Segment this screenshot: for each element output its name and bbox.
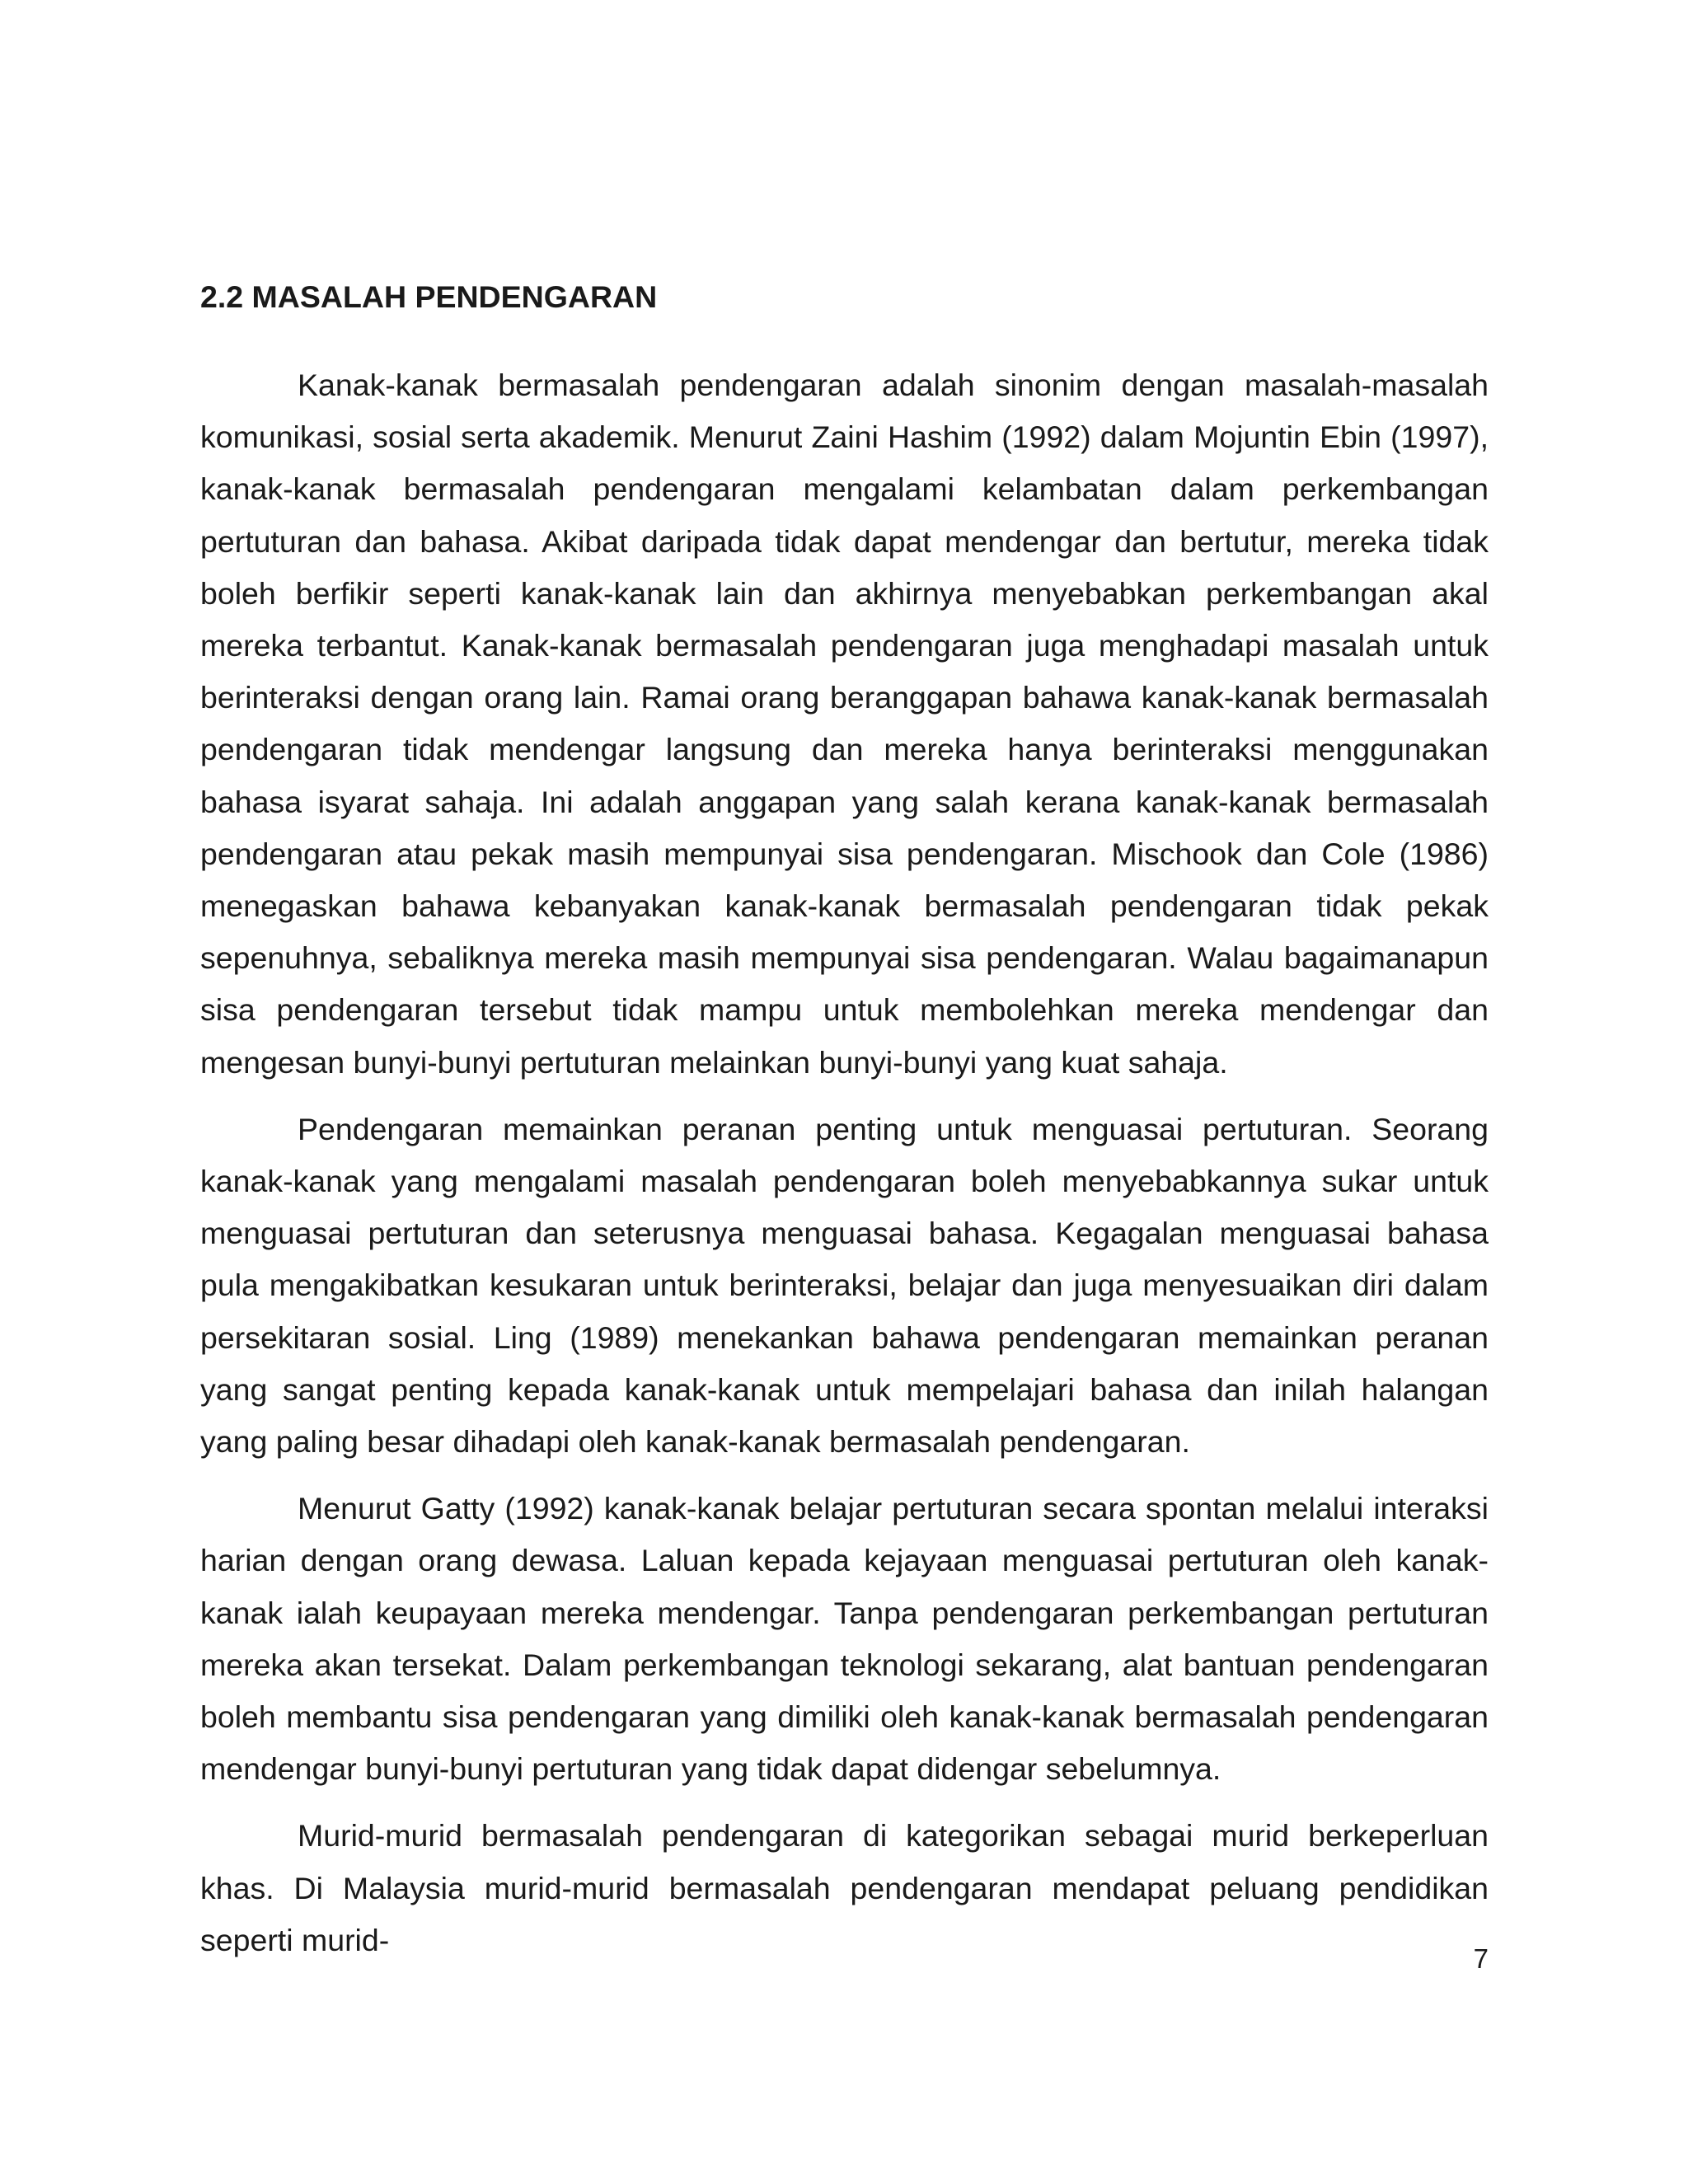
paragraph-4: Murid-murid bermasalah pendengaran di kategorikan sebagai murid berkeperluan khas. Di Malaysia murid-murid bermasalah pendengaran mendapat peluang pendidikan seperti murid-: [200, 1818, 1489, 1957]
page-number: 7: [1473, 1943, 1489, 1974]
paragraph-3: Menurut Gatty (1992) kanak-kanak belajar pertuturan secara spontan melalui interaksi harian dengan orang dewasa. Laluan kepada kejayaan menguasai pertuturan oleh kanak-kanak ialah keupayaan mereka mendengar. Tanpa pendengaran perkembangan pertuturan mereka akan tersekat. Dalam perkembangan teknologi sekarang, alat bantuan pendengaran boleh membantu sisa pendengaran yang dimiliki oleh kanak-kanak bermasalah pendengaran mendengar bunyi-bunyi pertuturan yang tidak dapat didengar sebelumnya.: [200, 1491, 1489, 1787]
page-content: [200, 272, 1489, 1981]
paragraph-2: Pendengaran memainkan peranan penting untuk menguasai pertuturan. Seorang kanak-kanak yang mengalami masalah pendengaran boleh menyebabkannya sukar untuk menguasai pertuturan dan seterusnya menguasai bahasa. Kegagalan menguasai bahasa pula mengakibatkan kesukaran untuk berinteraksi, belajar dan juga menyesuaikan diri dalam persekitaran sosial. Ling (1989) menekankan bahawa pendengaran memainkan peranan yang sangat penting kepada kanak-kanak untuk mempelajari bahasa dan inilah halangan yang paling besar dihadapi oleh kanak-kanak bermasalah pendengaran.: [200, 1111, 1489, 1460]
section-heading: 2.2 MASALAH PENDENGARAN: [200, 279, 658, 314]
paragraph-1: Kanak-kanak bermasalah pendengaran adalah sinonim dengan masalah-masalah komunikasi, sosial serta akademik. Menurut Zaini Hashim (1992) dalam Mojuntin Ebin (1997), kanak-kanak bermasalah pendengaran mengalami kelambatan dalam perkembangan pertuturan dan bahasa. Akibat daripada tidak dapat mendengar dan bertutur, mereka tidak boleh berfikir seperti kanak-kanak lain dan akhirnya menyebabkan perkembangan akal mereka terbantut. Kanak-kanak bermasalah pendengaran juga menghadapi masalah untuk berinteraksi dengan orang lain. Ramai orang beranggapan bahawa kanak-kanak bermasalah pendengaran tidak mendengar langsung dan mereka hanya berinteraksi menggunakan bahasa isyarat sahaja. Ini adalah anggapan yang salah kerana kanak-kanak bermasalah pendengaran atau pekak masih mempunyai sisa pendengaran. Mischook dan Cole (1986) menegaskan bahawa kebanyakan kanak-kanak bermasalah pendengaran tidak pekak sepenuhnya, sebaliknya mereka masih mempunyai sisa pendengaran. Walau bagaimanapun sisa pendengaran tersebut tidak mampu untuk membolehkan mereka mendengar dan mengesan bunyi-bunyi pertuturan melainkan bunyi-bunyi yang kuat sahaja.: [200, 368, 1489, 1080]
